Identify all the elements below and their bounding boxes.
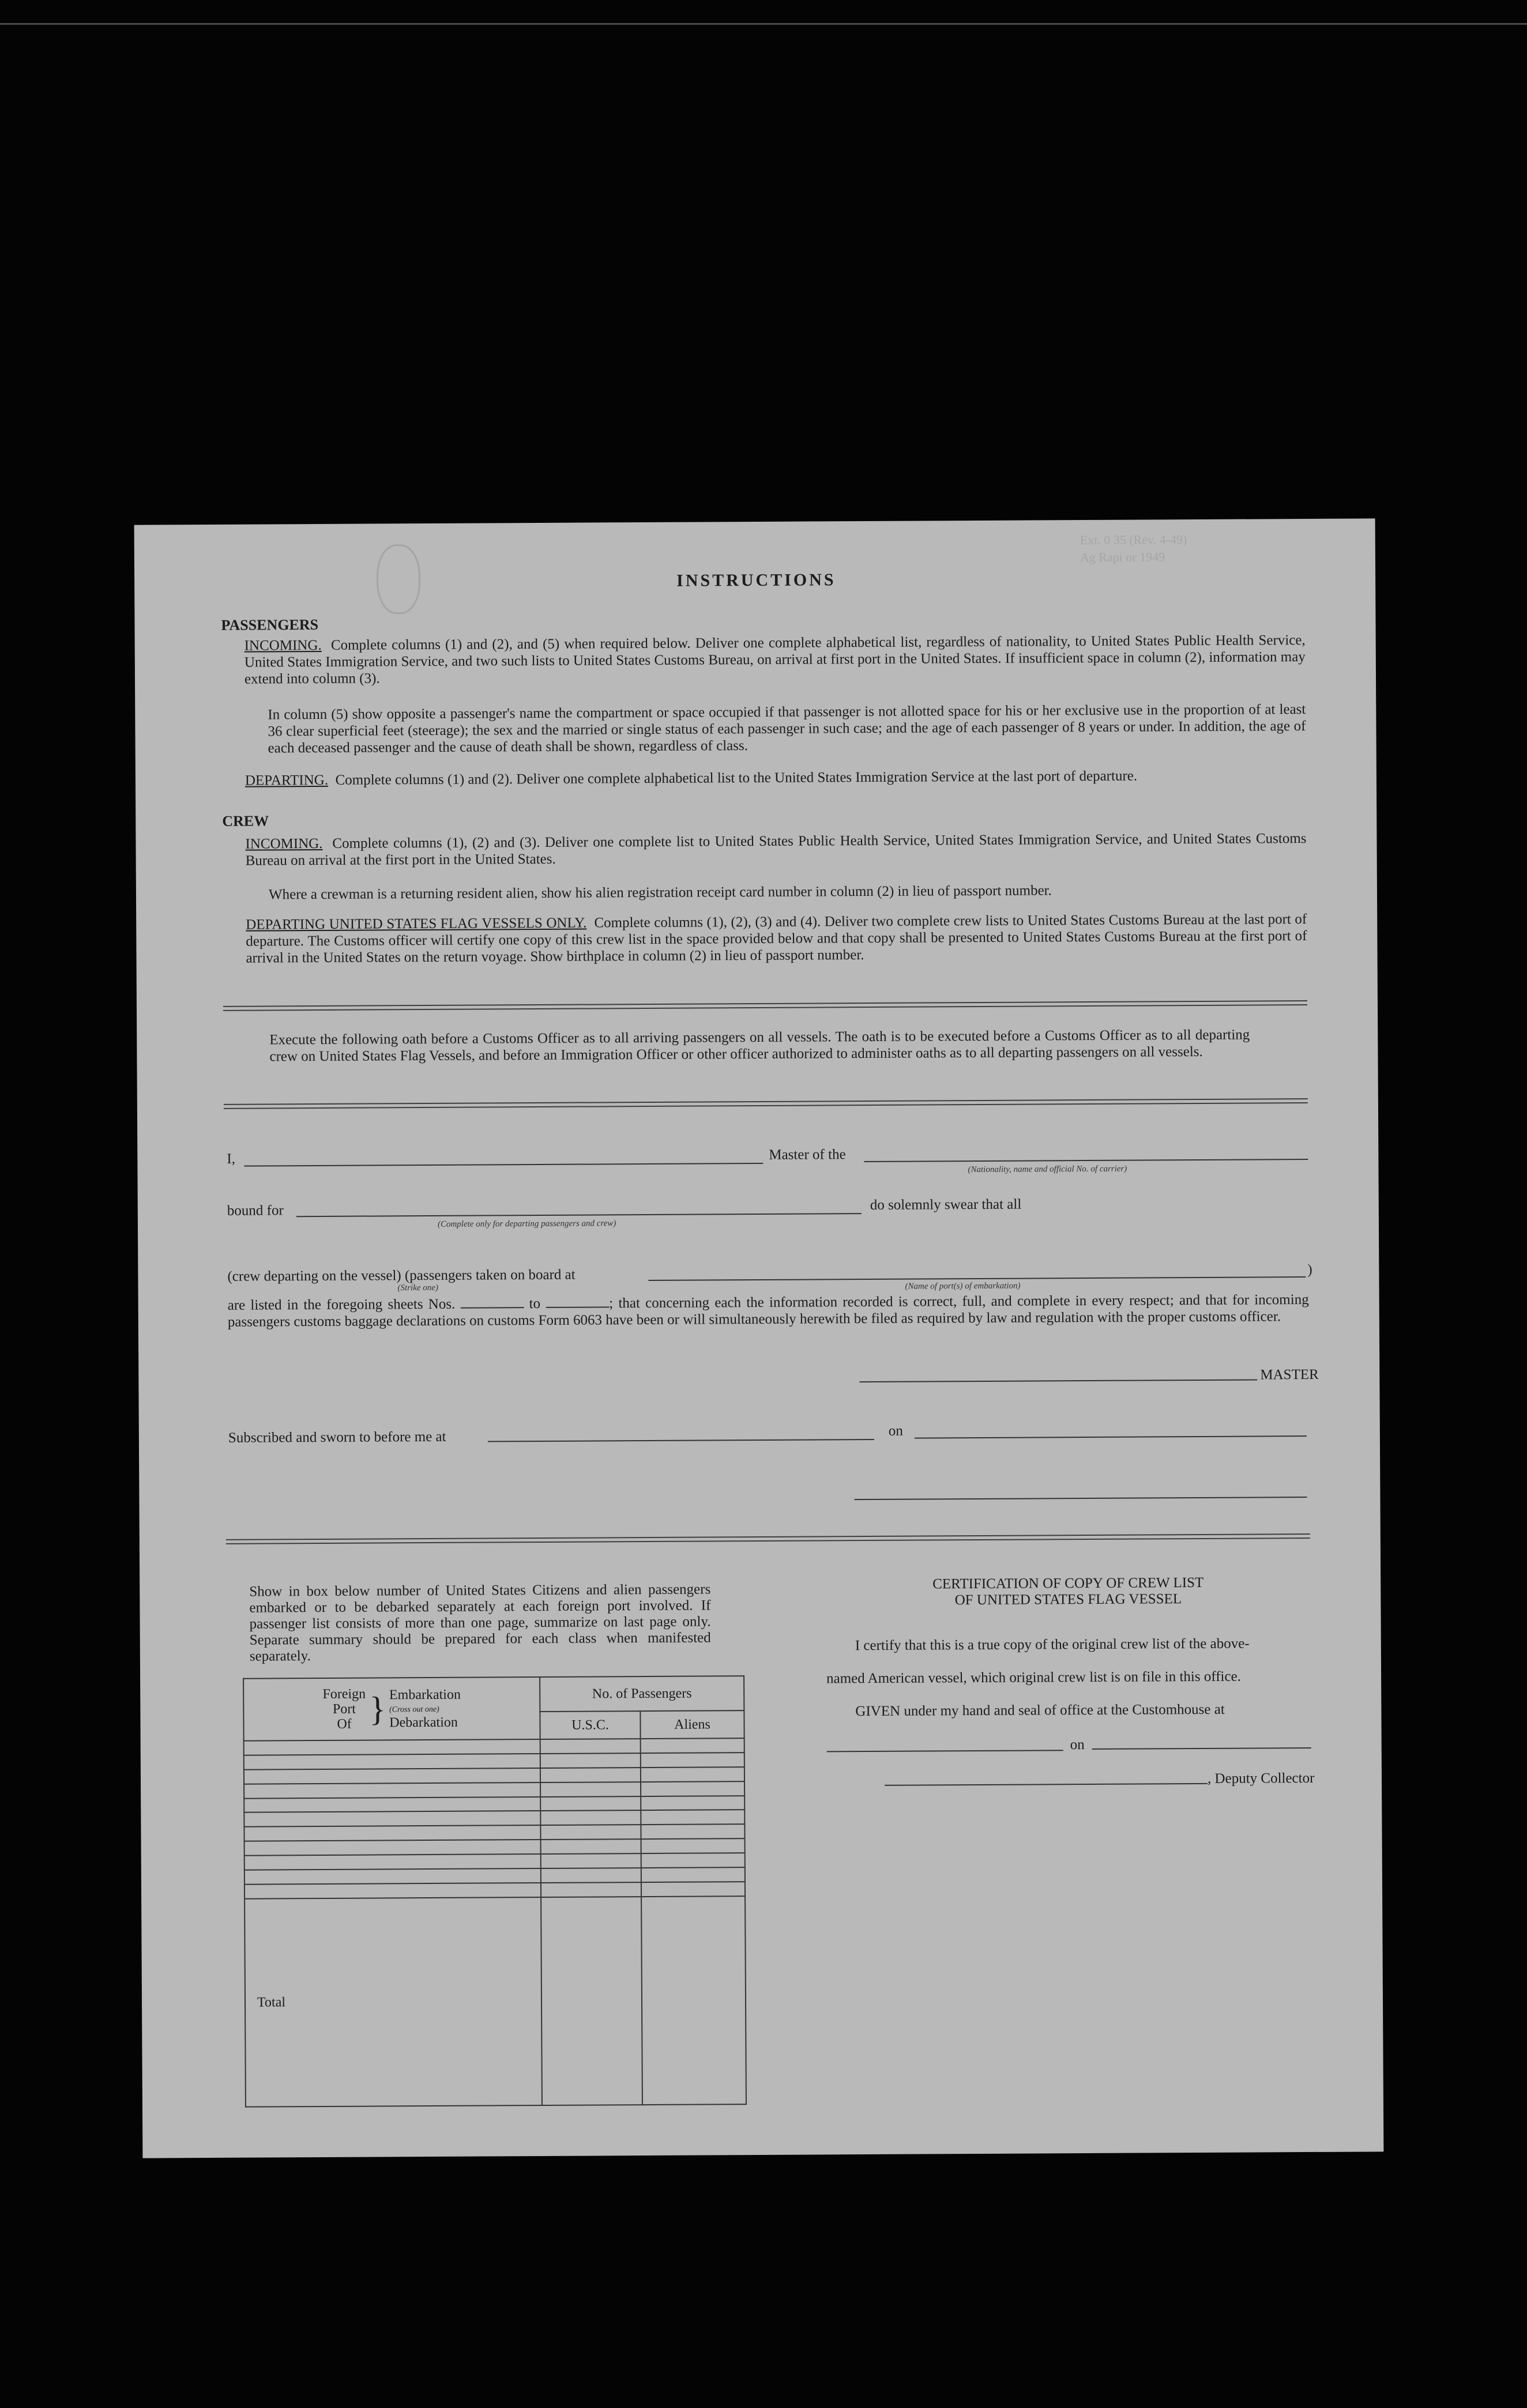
master-signature-field[interactable] xyxy=(859,1379,1257,1382)
aliens-cell[interactable] xyxy=(641,1824,744,1839)
carrier-field[interactable] xyxy=(864,1159,1308,1162)
crew-incoming-label: INCOMING. xyxy=(245,835,323,852)
aliens-cell[interactable] xyxy=(641,1796,744,1811)
total-label: Total xyxy=(245,1897,542,2107)
passengers-header: No. of Passengers xyxy=(540,1676,744,1712)
aliens-cell[interactable] xyxy=(641,1853,745,1868)
total-aliens-cell[interactable] xyxy=(641,1896,746,2105)
col-debarkation: Debarkation xyxy=(389,1714,458,1731)
certification-heading-1: CERTIFICATION OF COPY OF CREW LIST xyxy=(932,1574,1204,1592)
usc-cell[interactable] xyxy=(540,1782,641,1797)
col-port: Port xyxy=(332,1701,356,1717)
seal-stamp-mark xyxy=(377,544,421,614)
sworn-place-field[interactable] xyxy=(488,1439,874,1442)
port-cell[interactable] xyxy=(245,1840,541,1856)
sworn-date-field[interactable] xyxy=(915,1435,1307,1439)
usc-cell[interactable] xyxy=(540,1796,641,1811)
certification-date-field[interactable] xyxy=(1092,1747,1311,1750)
col-cross-out: (Cross out one) xyxy=(389,1705,439,1714)
double-rule xyxy=(226,1533,1310,1544)
page-title: INSTRUCTIONS xyxy=(676,570,836,590)
strike-one-note: (Strike one) xyxy=(397,1283,438,1293)
listed-to: to xyxy=(529,1295,541,1312)
port-cell[interactable] xyxy=(244,1739,540,1755)
passenger-summary-table xyxy=(243,1675,747,2108)
crew-heading: CREW xyxy=(222,812,269,830)
deputy-collector-label: , Deputy Collector xyxy=(1207,1770,1315,1787)
bleed-through-line: Ext. 0 35 (Rev. 4-49) xyxy=(1080,532,1187,548)
usc-cell[interactable] xyxy=(541,1853,641,1868)
crew-incoming-text: Complete columns (1), (2) and (3). Deliver one complete list to United States Public Health Service, United States Immigration Service, and United States Customs Bureau on arrival at the first port in the United States. xyxy=(245,831,1307,869)
usc-header: U.S.C. xyxy=(540,1711,640,1739)
crew-passengers-text: (crew departing on the vessel) (passengers taken on board at xyxy=(227,1267,576,1284)
oath-i-label: I, xyxy=(227,1151,236,1167)
oath-instructions: Execute the following oath before a Customs Officer as to all arriving passengers on all vessels. The oath is to be executed before a Customs Officer as to all departing crew on United States Flag Vessels, and before an Immigration Officer or other officer authorized to administer oaths as to all departing passengers on all vessels. xyxy=(269,1027,1250,1065)
bleed-through-text xyxy=(1080,530,1300,601)
bound-for-field[interactable] xyxy=(296,1213,862,1217)
master-name-field[interactable] xyxy=(244,1163,763,1167)
listed-text-b: ; that concerning each the information recorded is correct, full, and complete in every respect; and that for incoming passengers customs baggage declarations on customs Form 6063 have been or will simultaneously herewith be filed as required by law and regulation with the proper customs officer. xyxy=(227,1292,1309,1330)
certification-heading-2: OF UNITED STATES FLAG VESSEL xyxy=(954,1591,1182,1608)
bleed-through-line: Ag Rapi or 1949 xyxy=(1080,549,1165,565)
carrier-note: (Nationality, name and official No. of carrier) xyxy=(968,1164,1127,1175)
ports-note: (Name of port(s) of embarkation) xyxy=(905,1281,1021,1291)
passengers-heading: PASSENGERS xyxy=(221,616,319,634)
customhouse-field[interactable] xyxy=(827,1750,1063,1752)
usc-cell[interactable] xyxy=(540,1768,641,1783)
listed-text-a: are listed in the foregoing sheets Nos. xyxy=(227,1296,456,1313)
port-header xyxy=(243,1677,540,1741)
film-edge-line xyxy=(0,23,1527,25)
sheet-to-field[interactable] xyxy=(546,1306,609,1308)
crew-incoming-paragraph xyxy=(245,830,1306,869)
double-rule xyxy=(223,1000,1307,1011)
usc-cell[interactable] xyxy=(541,1882,641,1897)
total-row xyxy=(245,1896,746,2107)
aliens-cell[interactable] xyxy=(641,1738,744,1753)
usc-cell[interactable] xyxy=(540,1811,641,1826)
usc-cell[interactable] xyxy=(541,1868,641,1883)
brace-glyph: } xyxy=(369,1690,386,1728)
port-cell[interactable] xyxy=(244,1811,540,1827)
port-cell[interactable] xyxy=(244,1783,540,1799)
port-cell[interactable] xyxy=(244,1797,540,1813)
port-cell[interactable] xyxy=(244,1825,540,1841)
sheet-from-field[interactable] xyxy=(460,1307,524,1309)
passengers-departing-label: DEPARTING. xyxy=(245,772,329,789)
aliens-cell[interactable] xyxy=(641,1753,744,1768)
usc-cell[interactable] xyxy=(541,1839,641,1854)
deputy-signature-field[interactable] xyxy=(885,1783,1208,1786)
usc-cell[interactable] xyxy=(540,1753,641,1768)
passengers-departing-paragraph xyxy=(245,767,1306,789)
aliens-cell[interactable] xyxy=(641,1867,745,1882)
master-of-label: Master of the xyxy=(769,1147,846,1163)
officer-signature-field[interactable] xyxy=(854,1497,1307,1500)
port-cell[interactable] xyxy=(244,1768,540,1784)
port-cell[interactable] xyxy=(245,1854,541,1870)
crew-departing-label: DEPARTING UNITED STATES FLAG VESSELS ONLY. xyxy=(246,915,587,933)
swear-text: do solemnly swear that all xyxy=(870,1196,1022,1213)
aliens-header: Aliens xyxy=(640,1710,744,1739)
crew-departing-paragraph xyxy=(246,911,1307,967)
passengers-column5-paragraph: In column (5) show opposite a passenger's name the compartment or space occupied if that passenger is not allotted space for his or her exclusive use in the proportion of at least 36 clear superficial feet (steerage); the sex and the married or single status of each passenger in such case; and the age of each passenger of 8 years or under. In addition, the age of each deceased passenger and the cause of death shall be shown, regardless of class. xyxy=(268,702,1306,756)
port-cell[interactable] xyxy=(245,1868,541,1885)
crew-resident-paragraph: Where a crewman is a returning resident alien, show his alien registration receipt card number in column (2) in lieu of passport number. xyxy=(268,883,1052,903)
col-of: Of xyxy=(337,1716,352,1732)
double-rule xyxy=(224,1098,1308,1109)
summary-instructions: Show in box below number of United States Citizens and alien passengers embarked or to be debarked separately at each foreign port involved. If passenger list consists of more than one page, summarize on last page only. Separate summary should be prepared for each class when manifested separately. xyxy=(249,1581,711,1664)
certification-line-3: GIVEN under my hand and seal of office at the Customhouse at xyxy=(855,1701,1225,1720)
port-cell[interactable] xyxy=(245,1883,541,1899)
sworn-on-label: on xyxy=(888,1423,903,1439)
aliens-cell[interactable] xyxy=(641,1810,744,1825)
form-page xyxy=(134,518,1384,2158)
bound-for-label: bound for xyxy=(227,1203,284,1219)
certification-line-1: I certify that this is a true copy of the original crew list of the above- xyxy=(855,1636,1250,1654)
master-label: MASTER xyxy=(1260,1366,1319,1383)
close-paren: ) xyxy=(1307,1261,1312,1278)
aliens-cell[interactable] xyxy=(641,1838,745,1853)
embarkation-ports-field[interactable] xyxy=(648,1276,1306,1281)
subscribed-label: Subscribed and sworn to before me at xyxy=(228,1429,446,1446)
aliens-cell[interactable] xyxy=(641,1781,744,1796)
port-cell[interactable] xyxy=(244,1754,540,1770)
total-usc-cell[interactable] xyxy=(541,1897,642,2105)
passengers-incoming-label: INCOMING. xyxy=(244,637,322,654)
usc-cell[interactable] xyxy=(540,1739,641,1754)
certification-on-label: on xyxy=(1070,1737,1085,1753)
aliens-cell[interactable] xyxy=(641,1882,745,1897)
bound-for-note: (Complete only for departing passengers and crew) xyxy=(437,1219,616,1229)
passengers-incoming-paragraph xyxy=(245,632,1306,688)
col-embarkation: Embarkation xyxy=(389,1687,461,1703)
passengers-departing-text: Complete columns (1) and (2). Deliver one complete alphabetical list to the United States Immigration Service at the last port of departure. xyxy=(335,768,1138,788)
listed-paragraph xyxy=(228,1291,1309,1331)
aliens-cell[interactable] xyxy=(641,1767,744,1782)
usc-cell[interactable] xyxy=(540,1825,641,1840)
crew-departing-text: Complete columns (1), (2), (3) and (4). Deliver two complete crew lists to United States Customs Bureau at the last port of departure. The Customs officer will certify one copy of this crew list in the space provided below and that copy shall be presented to United States Customs Bureau at the first port of arrival in the United States on the return voyage. Show birthplace in column (2) in lieu of passport number. xyxy=(246,911,1307,966)
col-foreign: Foreign xyxy=(322,1686,366,1702)
passengers-incoming-text: Complete columns (1) and (2), and (5) when required below. Deliver one complete alphabetical list, regardless of nationality, to United States Public Health Service, United States Immigration Service, and two such lists to United States Customs Bureau, on arrival at first port in the United States. If insufficient space in column (2), information may extend into column (3). xyxy=(244,632,1306,687)
certification-line-2: named American vessel, which original crew list is on file in this office. xyxy=(826,1668,1241,1687)
